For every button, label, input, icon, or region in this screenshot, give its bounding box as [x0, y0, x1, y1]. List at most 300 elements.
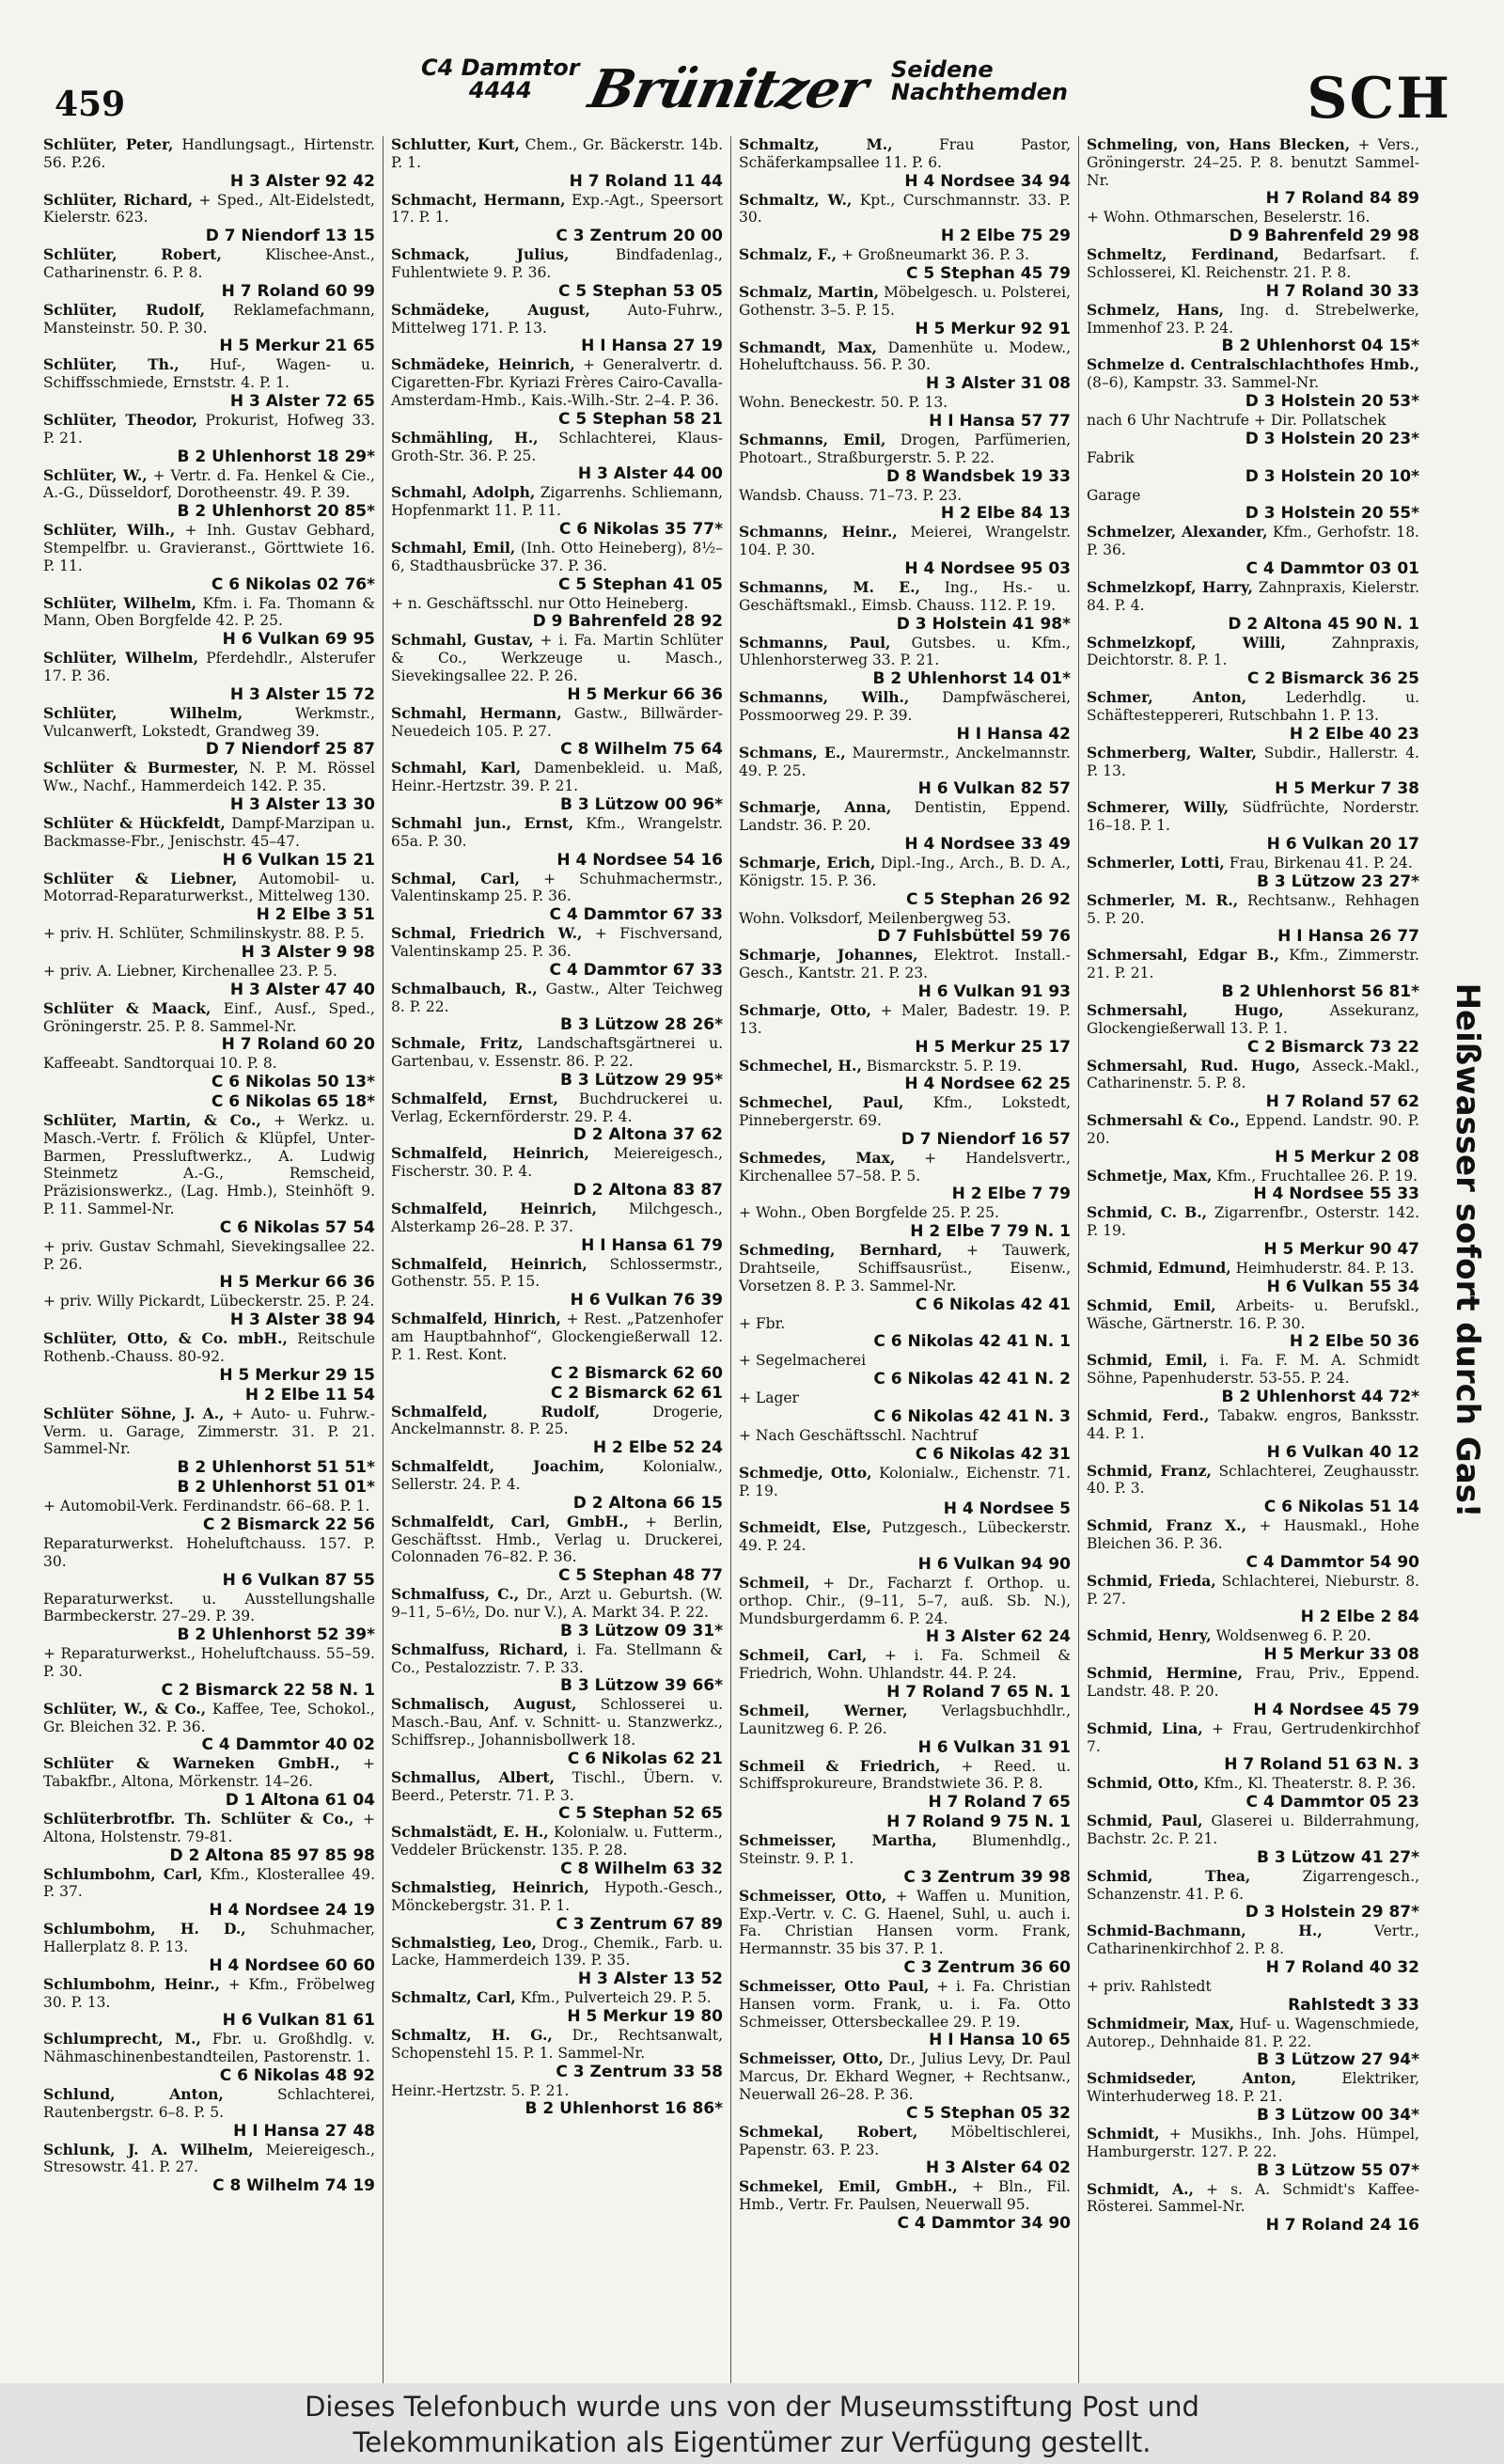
entry-phone: H 3 Alster 62 24 — [925, 1627, 1071, 1647]
entry-phone: H 7 Roland 84 89 — [1265, 189, 1419, 209]
entry-details: Ing. d. Strebelwerke, Immenhof 23. P. 24. — [1087, 301, 1419, 337]
directory-entry — [391, 1201, 723, 1256]
directory-entry — [739, 1647, 1071, 1703]
entry-details: + Handelsvertr., Kirchenallee 57–58. P. 5. — [739, 1149, 1071, 1185]
entry-details: N. P. M. Rössel Ww., Nachf., Hammerdeich 142. P. 35. — [43, 760, 375, 795]
entry-details: Landschaftsgärtnerei u. Gartenbau, v. Essenstr. 86. P. 22. — [391, 1035, 723, 1071]
entry-details: Asseck.-Makl., Catharinenstr. 5. P. 8. — [1087, 1057, 1419, 1092]
directory-entry — [43, 963, 375, 1000]
entry-name: Schmid, Otto, — [1087, 1774, 1199, 1793]
listing-columns — [36, 136, 1427, 2383]
entry-details: Automobil- u. Motorrad-Reparaturwerkst., Mittelweg 130. — [43, 870, 375, 905]
entry-phone: H 7 Roland 30 33 — [1265, 281, 1419, 301]
entry-phone: H 4 Nordsee 45 79 — [1253, 1700, 1419, 1719]
entry-phone: C 6 Nikolas 65 18* — [211, 1092, 375, 1112]
entry-phone: H I Hansa 26 77 — [1277, 927, 1419, 947]
entry-name: Schmerler, M. R., — [1087, 890, 1239, 909]
entry-phone: H 6 Vulkan 82 57 — [917, 779, 1071, 799]
entry-name: Schlüter, Otto, & Co. mbH., — [43, 1329, 288, 1348]
directory-entry — [43, 1811, 375, 1866]
directory-entry — [739, 284, 1071, 339]
entry-details: + Auto- u. Fuhrw.-Verm. u. Garage, Zimmerstr. 31. P. 21. Sammel-Nr. — [43, 1405, 375, 1458]
entry-phone: D 8 Wandsbek 19 33 — [886, 466, 1071, 486]
directory-entry — [43, 2142, 375, 2197]
entry-details: Hypoth.-Gesch., Mönckebergstr. 31. P. 1. — [391, 1879, 723, 1914]
directory-entry — [739, 1703, 1071, 1758]
entry-phone: C 2 Bismarck 22 58 N. 1 — [161, 1680, 375, 1700]
entry-name: Schmanns, M. E., — [739, 577, 920, 596]
entry-phone: D 2 Altona 83 87 — [572, 1181, 723, 1201]
directory-entry — [43, 1921, 375, 1976]
entry-name: Schmalfeld, Heinrich, — [391, 1200, 598, 1218]
directory-entry — [43, 1238, 375, 1294]
entry-details: Schlosserei u. Masch.-Bau, Anf. v. Schnitt- u. Stanzwerkz., Schiffsrep., Johannisbollwerk 18. — [391, 1696, 723, 1750]
page-number: 459 — [55, 85, 126, 124]
entry-phone: H 2 Elbe 52 24 — [592, 1438, 723, 1458]
entry-phone: C 6 Nikolas 42 41 N. 2 — [873, 1370, 1071, 1389]
directory-entry — [1087, 1297, 1419, 1353]
entry-phone: B 3 Lützow 29 95* — [559, 1070, 723, 1090]
entry-phone: D 2 Altona 85 97 85 98 — [169, 1845, 375, 1865]
directory-entry — [1087, 412, 1419, 449]
directory-entry — [739, 2178, 1071, 2234]
entry-name: Schmahl jun., Ernst, — [391, 813, 574, 832]
entry-name: Schlüter, Robert, — [43, 245, 222, 264]
entry-details: Schlachterei, Klaus-Groth-Str. 36. P. 25. — [391, 429, 723, 464]
entry-phone: C 6 Nikolas 42 41 N. 3 — [873, 1407, 1071, 1427]
entry-phone: D 3 Holstein 20 53* — [1245, 391, 1419, 411]
directory-entry — [1087, 2126, 1419, 2181]
directory-entry — [391, 981, 723, 1036]
entry-details: i. Fa. Stellmann & Co., Pestalozzistr. 7. P. 33. — [391, 1640, 724, 1676]
entry-name: Schmersahl, Hugo, — [1087, 1000, 1284, 1019]
entry-details: Wohn. Beneckestr. 50. P. 13. — [739, 394, 948, 412]
entry-details: Auto-Fuhrw., Mittelweg 171. P. 13. — [391, 301, 723, 337]
entry-phone: C 4 Dammtor 03 01 — [1246, 558, 1419, 578]
entry-phone: H 3 Alster 9 98 — [241, 942, 375, 962]
entry-phone: C 5 Stephan 58 21 — [557, 409, 723, 429]
entry-phone: H 7 Roland 60 99 — [221, 281, 375, 301]
directory-entry — [739, 136, 1071, 192]
entry-phone: D 2 Altona 37 62 — [572, 1125, 723, 1145]
directory-entry — [391, 1879, 723, 1935]
directory-entry — [1087, 892, 1419, 948]
entry-name: Schmechel, H., — [739, 1056, 862, 1075]
directory-entry — [43, 467, 375, 523]
entry-name: Schmalz, Martin, — [739, 282, 880, 301]
entry-details: Kfm., Zimmerstr. 21. P. 21. — [1087, 947, 1419, 982]
directory-entry — [391, 925, 723, 981]
directory-entry — [43, 1701, 375, 1756]
directory-entry — [43, 1055, 375, 1112]
entry-details: Reklamefachmann, Mansteinstr. 50. P. 30. — [43, 301, 375, 337]
entry-details: Schlossermstr., Gothenstr. 55. P. 15. — [391, 1255, 723, 1291]
entry-phone: D 3 Holstein 20 23* — [1245, 429, 1419, 448]
entry-name: Schmedes, Max, — [739, 1148, 896, 1167]
directory-entry — [739, 524, 1071, 579]
entry-phone: H 2 Elbe 2 84 — [1300, 1608, 1419, 1627]
entry-phone: D 7 Niendorf 13 15 — [205, 227, 375, 246]
entry-details: + priv. Willy Pickardt, Lübeckerstr. 25. P. 24. — [43, 1293, 375, 1310]
entry-phone: C 3 Zentrum 20 00 — [556, 227, 723, 246]
entry-phone: H 6 Vulkan 20 17 — [1266, 834, 1419, 854]
entry-name: Schmeisser, Martha, — [739, 1831, 937, 1850]
entry-details: Zahnpraxis, Kielerstr. 84. P. 4. — [1087, 578, 1420, 614]
entry-details: Eppend. Landstr. 90. P. 20. — [1087, 1112, 1419, 1147]
entry-name: Schmaltz, H. G., — [391, 2025, 553, 2044]
entry-details: + Schuhmachermstr., Valentinskamp 25. P. 36. — [391, 870, 723, 905]
entry-name: Schmid, Franz X., — [1087, 1516, 1246, 1535]
directory-entry — [739, 1465, 1071, 1520]
entry-phone: H 5 Merkur 90 47 — [1263, 1240, 1419, 1260]
entry-details: Kaffee, Tee, Schokol., Gr. Bleichen 32. P. 36. — [43, 1700, 375, 1735]
entry-phone: B 3 Lützow 28 26* — [559, 1015, 723, 1035]
entry-name: Schmechel, Paul, — [739, 1093, 904, 1112]
directory-entry — [391, 484, 723, 540]
entry-name: Schlüter & Maack, — [43, 998, 212, 1017]
entry-name: Schmalstieg, Leo, — [391, 1933, 537, 1952]
entry-details: + n. Geschäftsschl. nur Otto Heineberg. — [391, 594, 689, 612]
entry-details: Zigarrenhs. Schliemann, Hopfenmarkt 11. P. 11. — [391, 484, 723, 520]
entry-name: Schmerler, Lotti, — [1087, 853, 1225, 871]
entry-details: Kolonialw., Sellerstr. 24. P. 4. — [391, 1458, 723, 1494]
directory-entry — [739, 1389, 1071, 1427]
directory-entry — [1087, 689, 1419, 745]
directory-entry — [43, 1000, 375, 1056]
entry-phone: C 3 Zentrum 39 98 — [903, 1867, 1071, 1887]
entry-name: Schmid, C. B., — [1087, 1203, 1208, 1222]
entry-phone: H 5 Merkur 19 80 — [567, 2006, 723, 2026]
entry-phone: C 6 Nikolas 57 54 — [219, 1217, 375, 1237]
directory-entry — [1087, 579, 1419, 635]
entry-details: Dipl.-Ing., Arch., B. D. A., Königstr. 15. P. 36. — [739, 854, 1071, 889]
entry-details: Gutsbes. u. Kfm., Uhlenhorsterweg 33. P. 21. — [739, 634, 1071, 669]
directory-entry — [43, 925, 375, 963]
entry-name: Schmallus, Albert, — [391, 1767, 555, 1786]
directory-entry — [43, 1976, 375, 2032]
entry-details: Zigarrengesch., Schanzenstr. 41. P. 6. — [1087, 1867, 1419, 1903]
entry-name: Schmaltz, M., — [739, 136, 893, 153]
directory-entry — [391, 1935, 723, 1990]
entry-name: Schmidseder, Anton, — [1087, 2069, 1297, 2088]
entry-details: + Wohn. Othmarschen, Beselerstr. 16. — [1087, 209, 1371, 227]
entry-phone: H 6 Vulkan 76 39 — [570, 1291, 723, 1310]
directory-entry — [43, 136, 375, 192]
entry-details: Huf- u. Wagenschmiede, Autorep., Dehnhaide 81. P. 22. — [1087, 2015, 1419, 2050]
entry-phone: H 5 Merkur 66 36 — [219, 1273, 375, 1293]
directory-entry — [391, 2027, 723, 2082]
ad-tagline-line2: Nachthemden — [891, 79, 1068, 105]
entry-name: Schmid, Emil, — [1087, 1351, 1208, 1370]
directory-entry — [391, 430, 723, 485]
entry-phone: C 6 Nikolas 50 13* — [211, 1073, 375, 1092]
entry-phone: C 8 Wilhelm 74 19 — [212, 2176, 375, 2196]
entry-details: Tabakw. engros, Banksstr. 44. P. 1. — [1087, 1407, 1420, 1442]
entry-details: + priv. Gustav Schmahl, Sievekingsallee 22. P. 26. — [43, 1237, 375, 1273]
directory-entry — [391, 1641, 723, 1697]
footer-line-1: Dieses Telefonbuch wurde uns von der Museumsstiftung Post und — [305, 2391, 1199, 2423]
entry-details: + Werkz. u. Masch.-Vertr. f. Frölich & Klüpfel, Unter-Barmen, Pressluftwerkz., A. Ludwig Steinmetz A.-G., Remscheid, Präzisionswerkz., (Lag. Hmb.), Steinhöft 9. P. 11. Sammel-Nr. — [43, 1112, 375, 1218]
entry-phone: C 4 Dammtor 67 33 — [549, 905, 723, 925]
entry-name: Schmal, Carl, — [391, 869, 520, 887]
directory-entry — [739, 1204, 1071, 1242]
header-advertisement — [402, 56, 1098, 127]
directory-entry — [739, 947, 1071, 1002]
directory-entry — [1087, 1813, 1419, 1868]
entry-phone: B 2 Uhlenhorst 16 86* — [525, 2099, 723, 2119]
entry-phone: H 5 Merkur 33 08 — [1263, 1645, 1419, 1665]
directory-entry — [739, 1519, 1071, 1575]
entry-phone: H 6 Vulkan 94 90 — [917, 1555, 1071, 1575]
directory-entry — [391, 1514, 723, 1586]
directory-entry — [739, 1150, 1071, 1205]
entry-name: Schmelzer, Alexander, — [1087, 523, 1268, 541]
entry-phone: H 3 Alster 15 72 — [229, 684, 375, 704]
entry-details: Assekuranz, Glockengießerwall 13. P. 1. — [1087, 1001, 1419, 1037]
entry-name: Schlüter, Th., — [43, 355, 180, 374]
entry-details: + Nach Geschäftsschl. Nachtruf — [739, 1427, 978, 1445]
entry-name: Schmädeke, August, — [391, 300, 590, 319]
ad-number: 4444 — [468, 77, 532, 103]
directory-entry — [1087, 209, 1419, 246]
entry-name: Schmahl, Adolph, — [391, 483, 536, 502]
entry-details: Rechtsanw., Rehhagen 5. P. 20. — [1087, 891, 1419, 927]
entry-details: Fbr. u. Großhdlg. v. Nähmaschinenbestandteilen, Pastorenstr. 1. — [43, 2031, 375, 2066]
entry-details: Dampfwäscherei, Possmoorweg 29. P. 39. — [739, 689, 1071, 724]
directory-entry — [43, 1293, 375, 1330]
entry-phone: H 3 Alster 31 08 — [925, 374, 1071, 394]
entry-details: + Musikhs., Inh. Johs. Hümpel, Hamburgerstr. 127. P. 22. — [1087, 2125, 1419, 2160]
entry-phone: D 7 Fuhlsbüttel 59 76 — [877, 927, 1071, 947]
entry-details: Kfm., Klosterallee 49. P. 37. — [43, 1865, 375, 1901]
directory-entry — [739, 192, 1071, 247]
entry-phone: H 3 Alster 92 42 — [229, 171, 375, 191]
entry-name: Schmid, Paul, — [1087, 1812, 1203, 1830]
directory-entry — [43, 1591, 375, 1646]
entry-details: + Kfm., Fröbelweg 30. P. 13. — [43, 1975, 375, 2011]
footer-line-2: Telekommunikation als Eigentümer zur Verfügung gestellt. — [352, 2426, 1152, 2458]
entry-name: Schmalfeld, Heinrich, — [391, 1144, 589, 1163]
entry-details: Pferdehdlr., Alsterufer 17. P. 36. — [43, 650, 375, 684]
entry-phone: H 3 Alster 47 40 — [229, 980, 375, 999]
entry-phone: H 4 Nordsee 5 — [943, 1499, 1071, 1519]
directory-entry — [739, 1758, 1071, 1833]
entry-details: nach 6 Uhr Nachtrufe + Dir. Pollatschek — [1087, 411, 1386, 429]
directory-entry — [739, 246, 1071, 284]
entry-name: Schmeidt, Else, — [739, 1518, 871, 1537]
entry-phone: D 1 Altona 61 04 — [225, 1791, 375, 1811]
directory-entry — [391, 760, 723, 815]
directory-entry — [1087, 487, 1419, 525]
entry-phone: H 3 Alster 44 00 — [577, 464, 723, 484]
entry-details: Kfm., Pulverteich 29. P. 5. — [520, 1989, 712, 2007]
entry-details: Wandsb. Chauss. 71–73. P. 23. — [739, 486, 963, 504]
directory-entry — [43, 1645, 375, 1701]
entry-name: Schmalstieg, Heinrich, — [391, 1878, 589, 1896]
entry-phone: C 5 Stephan 05 32 — [905, 2103, 1071, 2123]
entry-name: Schmarje, Johannes, — [739, 946, 918, 965]
entry-phone: H 7 Roland 7 65 N. 1 — [886, 1683, 1071, 1703]
entry-details: Schuhmacher, Hallerplatz 8. P. 13. — [43, 1921, 375, 1955]
entry-phone: H 4 Nordsee 60 60 — [209, 1955, 375, 1975]
directory-entry — [391, 192, 723, 247]
entry-name: Schmid, Hermine, — [1087, 1664, 1244, 1683]
entry-details: Blumenhdlg., Steinstr. 9. P. 1. — [739, 1832, 1071, 1868]
entry-details: Bismarckstr. 5. P. 19. — [866, 1057, 1022, 1075]
entry-details: Dr., Arzt u. Geburtsh. (W. 9–11, 5–6½, Do. nur V.), A. Markt 34. P. 22. — [391, 1586, 723, 1622]
entry-phone: C 2 Bismarck 62 60 — [550, 1363, 723, 1383]
entry-phone: H 2 Elbe 75 29 — [940, 227, 1071, 246]
entry-details: Putzgesch., Lübeckerstr. 49. P. 24. — [739, 1519, 1071, 1555]
directory-entry — [1087, 1112, 1419, 1168]
directory-entry — [391, 1035, 723, 1091]
entry-details: Dampf-Marzipan u. Backmasse-Fbr., Jenischstr. 45–47. — [43, 814, 375, 850]
entry-details: + Maler, Badestr. 19. P. 13. — [739, 1001, 1071, 1037]
entry-phone: Rahlstedt 3 33 — [1288, 1995, 1419, 2015]
directory-entry — [739, 855, 1071, 910]
entry-name: Schmid, Lina, — [1087, 1719, 1203, 1737]
entry-phone: B 3 Lützow 09 31* — [559, 1621, 723, 1640]
entry-details: Kfm., Kl. Theaterstr. 8. P. 36. — [1203, 1775, 1417, 1793]
entry-phone: C 5 Stephan 53 05 — [557, 281, 723, 301]
entry-phone: H 4 Nordsee 62 25 — [904, 1075, 1071, 1094]
entry-name: Schlumbohm, Heinr., — [43, 1974, 221, 1993]
directory-entry — [43, 2086, 375, 2142]
entry-phone: H 6 Vulkan 15 21 — [222, 850, 375, 870]
entry-name: Schlüter Söhne, J. A., — [43, 1404, 225, 1422]
entry-details: + Reparaturwerkst., Hoheluftchauss. 55–59. P. 30. — [43, 1645, 375, 1681]
entry-details: Fabrik — [1087, 448, 1135, 466]
entry-details: Wohn. Volksdorf, Meilenbergweg 53. — [739, 909, 1011, 927]
entry-phone: B 3 Lützow 55 07* — [1256, 2160, 1419, 2180]
entry-phone: H 5 Merkur 2 08 — [1275, 1147, 1419, 1167]
entry-name: Schmale, Fritz, — [391, 1034, 524, 1053]
entry-phone: C 3 Zentrum 36 60 — [903, 1958, 1071, 1977]
entry-phone: H 2 Elbe 11 54 — [244, 1385, 375, 1405]
directory-entry — [739, 394, 1071, 432]
entry-phone: C 4 Dammtor 67 33 — [549, 960, 723, 980]
entry-details: Buchdruckerei u. Verlag, Eckernförderstr. 29. P. 4. — [391, 1090, 723, 1125]
directory-entry — [43, 1866, 375, 1922]
entry-phone: D 9 Bahrenfeld 29 98 — [1229, 227, 1419, 246]
directory-entry — [391, 705, 723, 761]
entry-details: Reitschule Rothenb.-Chauss. 80-92. — [43, 1330, 376, 1366]
entry-details: Handlungsagt., Hirtenstr. 56. P.26. — [43, 136, 375, 171]
entry-details: Damenhüte u. Modew., Hoheluftchauss. 56. P. 30. — [739, 338, 1071, 374]
entry-name: Schmersahl, Edgar B., — [1087, 946, 1279, 965]
entry-name: Schmahl, Hermann, — [391, 703, 562, 722]
directory-entry — [1087, 449, 1419, 487]
directory-entry — [1087, 855, 1419, 892]
entry-details: + Vers., Gröningerstr. 24–25. P. 8. benutzt Sammel-Nr. — [1087, 136, 1419, 189]
entry-name: Schlunk, J. A. Wilhelm, — [43, 2140, 254, 2158]
entry-details: + Vertr. d. Fa. Henkel & Cie., A.-G., Düsseldorf, Dorotheenstr. 49. P. 39. — [43, 466, 375, 502]
entry-phone: D 3 Holstein 20 10* — [1245, 466, 1419, 486]
entry-phone: H 5 Merkur 25 17 — [915, 1037, 1071, 1057]
directory-entry — [739, 2050, 1071, 2123]
directory-entry — [739, 1978, 1071, 2050]
entry-phone: D 9 Bahrenfeld 28 92 — [532, 612, 723, 632]
entry-details: + i. Fa. Christian Hansen vorm. Frank, u. i. Fa. Otto Schmeisser, Ottersbeckallee 29. P. 19. — [739, 1978, 1071, 2031]
entry-details: + Dr., Facharzt f. Orthop. u. orthop. Chir., (9–11, 5–7, auß. Sb. N.), Mundsburgerdamm 6. P. 24. — [739, 1575, 1071, 1627]
directory-entry — [391, 1404, 723, 1459]
entry-details: Reparaturwerkst. u. Ausstellungshalle Barmbeckerstr. 27–29. P. 39. — [43, 1590, 375, 1625]
entry-name: Schmeisser, Otto Paul, — [739, 1977, 930, 1995]
entry-name: Schmanns, Emil, — [739, 430, 886, 448]
entry-details: + Tabakfbr., Altona, Mörkenstr. 14–26. — [43, 1755, 375, 1791]
entry-details: Dr., Rechtsanwalt, Schopenstehl 15. P. 1. Sammel-Nr. — [391, 2026, 724, 2062]
entry-phone: C 4 Dammtor 40 02 — [201, 1735, 375, 1755]
entry-phone: H I Hansa 27 48 — [233, 2121, 375, 2141]
entry-name: Schmanns, Paul, — [739, 633, 891, 651]
entry-name: Schmelzkopf, Willi, — [1087, 633, 1286, 651]
entry-name: Schmalfuss, C., — [391, 1585, 520, 1604]
entry-name: Schlüter, W., & Co., — [43, 1699, 207, 1718]
directory-entry — [43, 356, 375, 412]
entry-name: Schmid, Franz, — [1087, 1461, 1212, 1480]
entry-name: Schlüter, W., — [43, 465, 148, 484]
entry-phone: D 7 Niendorf 25 87 — [205, 740, 375, 760]
directory-entry — [739, 1888, 1071, 1978]
entry-name: Schmid, Edmund, — [1087, 1259, 1231, 1278]
directory-entry — [391, 1696, 723, 1768]
entry-phone: C 2 Bismarck 36 25 — [1246, 669, 1419, 689]
entry-details: Möbelgesch. u. Polsterei, Gothenstr. 3–5. P. 15. — [739, 283, 1071, 319]
entry-phone: C 2 Bismarck 22 56 — [202, 1515, 375, 1535]
entry-name: Schmid, Emil, — [1087, 1295, 1216, 1314]
directory-entry — [739, 1575, 1071, 1647]
directory-entry — [43, 246, 375, 302]
entry-name: Schmeding, Bernhard, — [739, 1241, 943, 1260]
directory-entry — [739, 1002, 1071, 1058]
entry-name: Schlüterbrotfbr. Th. Schlüter & Co., — [43, 1810, 354, 1828]
entry-phone: C 6 Nikolas 02 76* — [211, 574, 375, 594]
entry-details: Kaffeeabt. Sandtorquai 10. P. 8. — [43, 1055, 277, 1073]
entry-details: + priv. Rahlstedt — [1087, 1978, 1212, 1995]
entry-phone: D 7 Niendorf 16 57 — [901, 1129, 1071, 1149]
entry-details: Milchgesch., Alsterkamp 26–28. P. 37. — [391, 1201, 723, 1235]
entry-details: (Inh. Otto Heineberg), 8½–6, Stadthausbrücke 37. P. 36. — [391, 539, 723, 574]
directory-entry — [739, 1352, 1071, 1389]
directory-entry — [391, 302, 723, 357]
entry-details: Drogerie, Anckelmannstr. 8. P. 25. — [391, 1403, 723, 1438]
entry-phone: H 2 Elbe 40 23 — [1289, 724, 1419, 744]
archive-footer — [0, 2383, 1504, 2464]
directory-entry — [391, 1458, 723, 1514]
entry-phone: B 2 Uhlenhorst 20 85* — [177, 502, 375, 522]
directory-entry — [391, 136, 723, 192]
entry-name: Schmandt, Max, — [739, 337, 877, 356]
entry-phone: C 6 Nikolas 35 77* — [558, 519, 723, 539]
entry-details: Gastw., Billwärder-Neuedeich 105. P. 27. — [391, 704, 723, 740]
entry-name: Schmädeke, Heinrich, — [391, 355, 575, 374]
directory-entry — [391, 540, 723, 595]
directory-entry — [1087, 1002, 1419, 1058]
directory-entry — [739, 339, 1071, 395]
entry-details: Vertr., Catharinenkirchhof 2. P. 8. — [1087, 1923, 1419, 1958]
entry-details: + Altona, Holstenstr. 79-81. — [43, 1811, 375, 1845]
entry-phone: H 3 Alster 13 30 — [229, 794, 375, 814]
directory-entry — [391, 1310, 723, 1403]
entry-phone: H 4 Nordsee 34 94 — [904, 171, 1071, 191]
directory-entry — [1087, 1168, 1419, 1205]
directory-entry — [1087, 1260, 1419, 1297]
entry-details: Glaserei u. Bilderrahmung, Bachstr. 2c. P. 21. — [1087, 1813, 1419, 1848]
entry-details: Bindfadenlag., Fuhlentwiete 9. P. 36. — [391, 246, 723, 281]
ad-tagline-line1: Seidene — [891, 56, 994, 83]
entry-phone: C 4 Dammtor 05 23 — [1246, 1793, 1419, 1813]
directory-entry — [739, 635, 1071, 690]
